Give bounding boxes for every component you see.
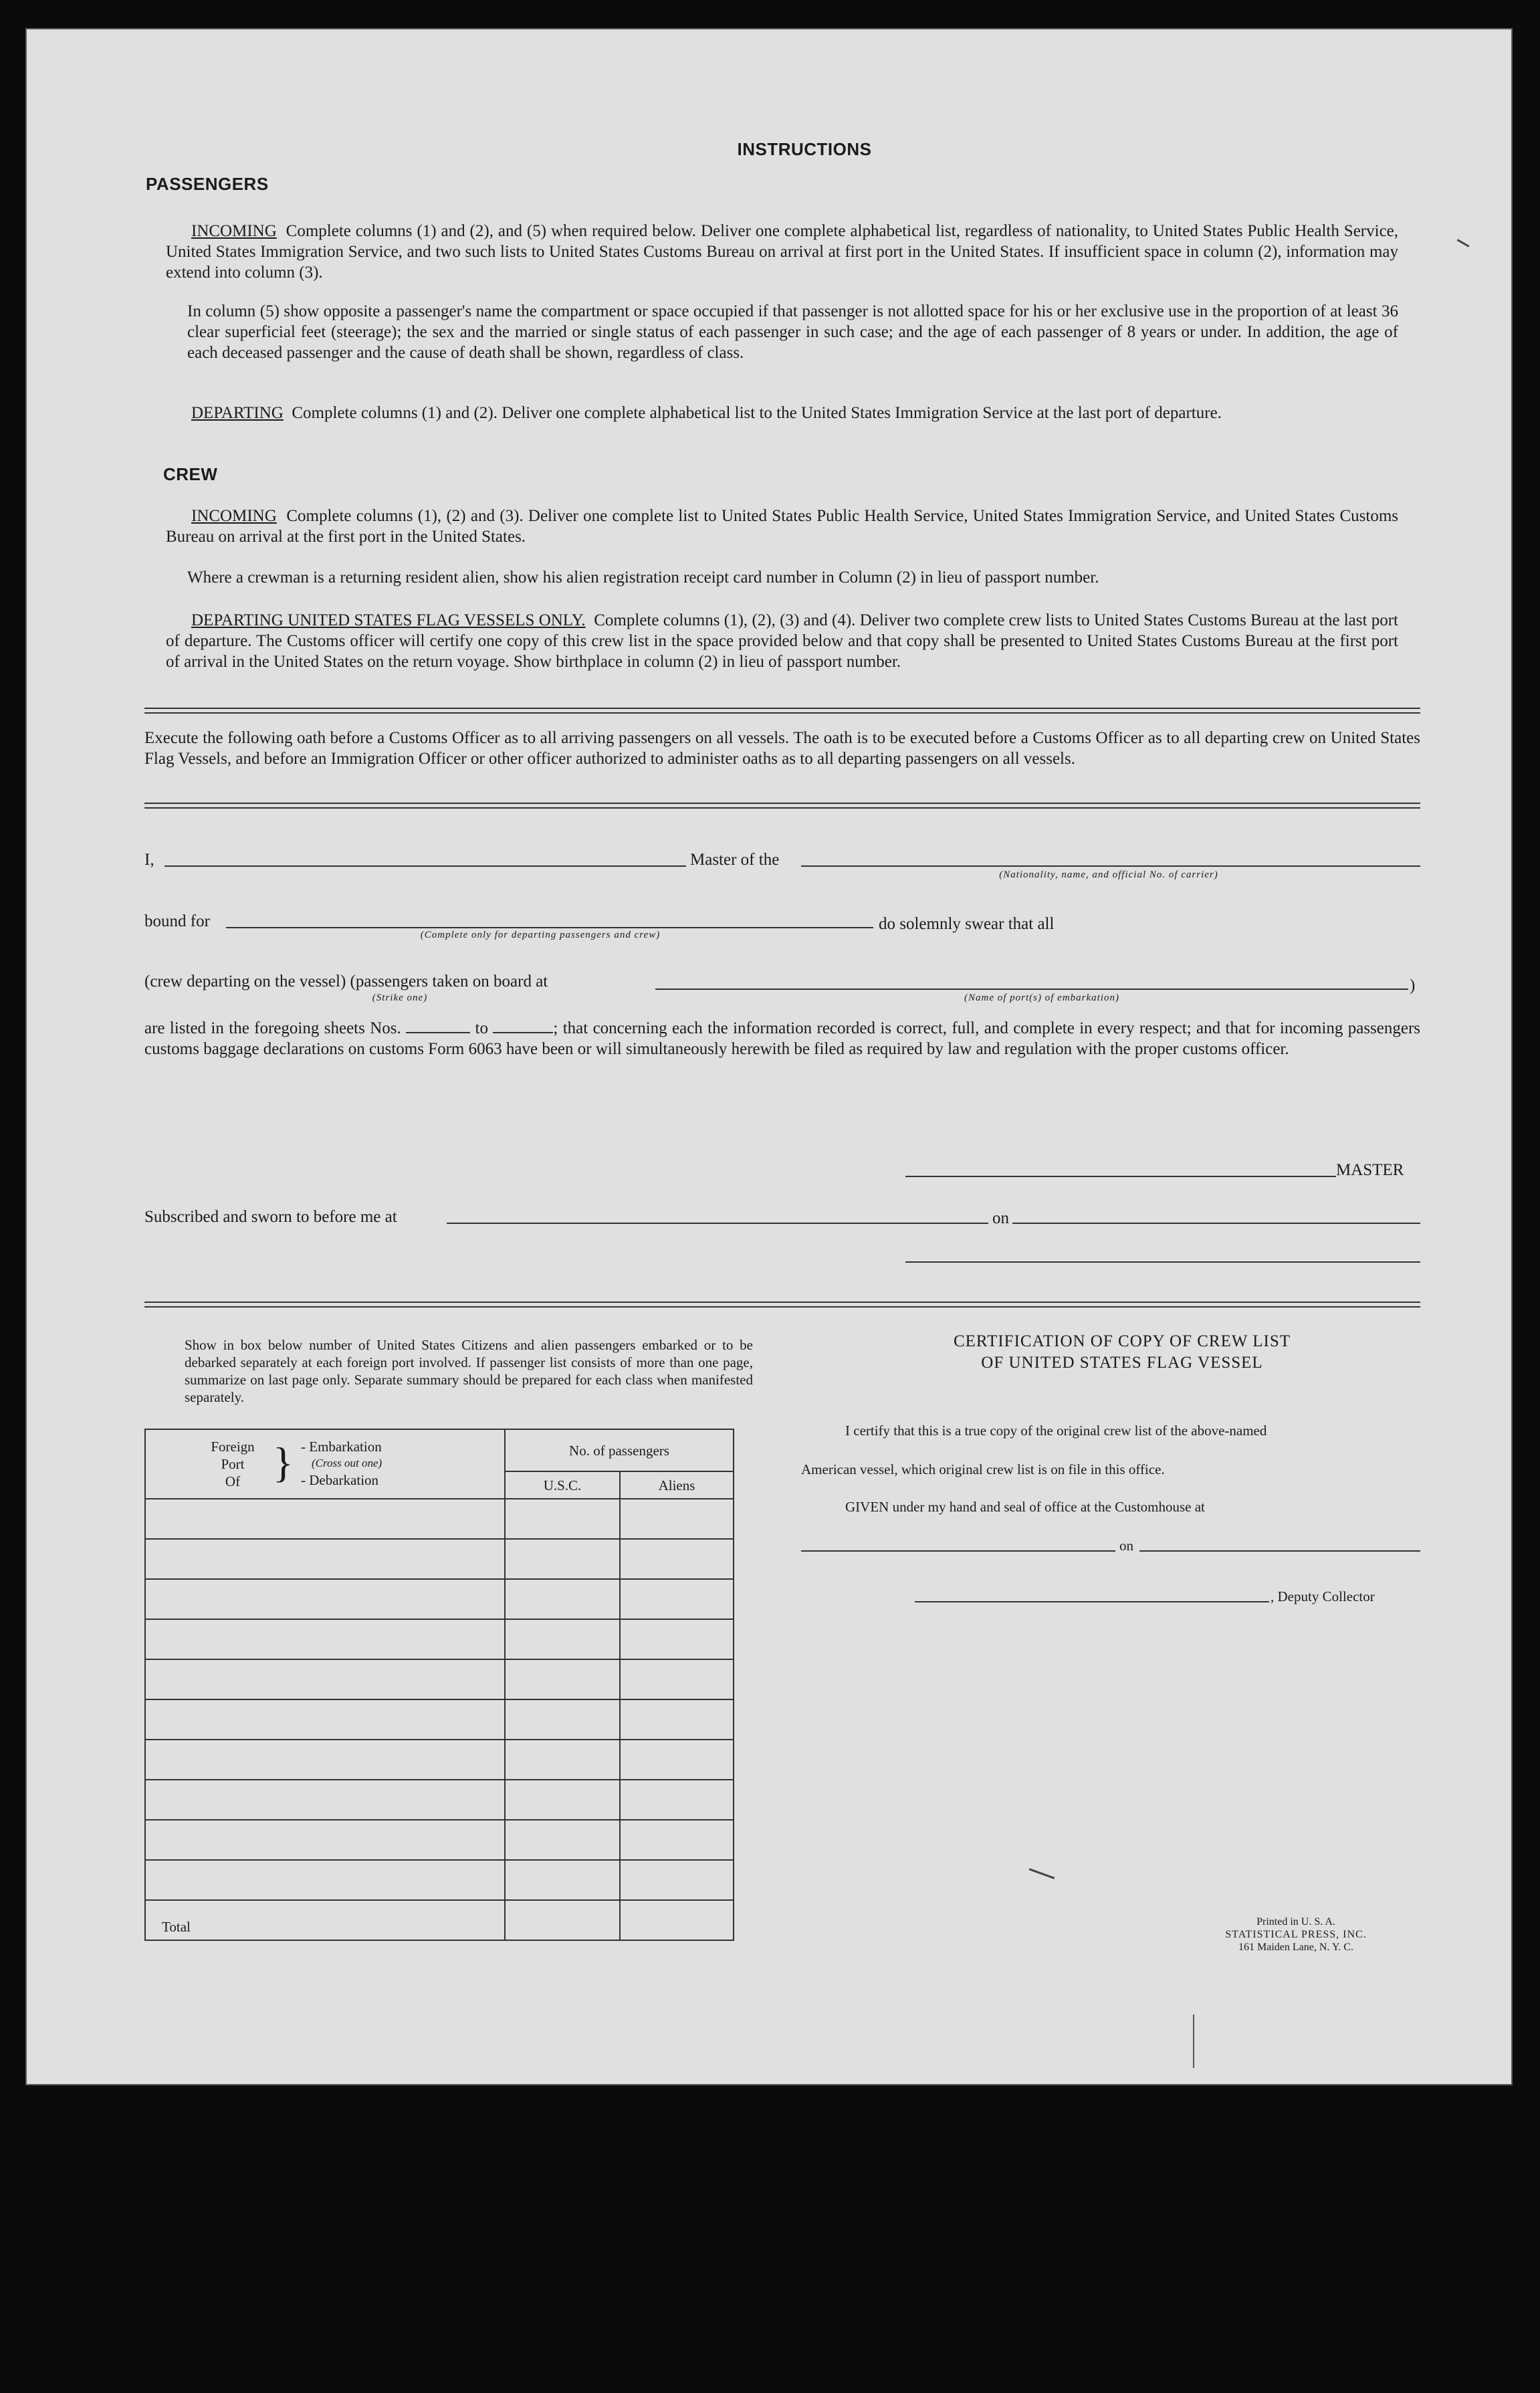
section-divider — [144, 803, 1420, 809]
certification-on-label: on — [1119, 1538, 1133, 1554]
aliens-cell[interactable] — [620, 1820, 734, 1860]
crew-incoming-paragraph — [166, 506, 1398, 547]
oath-instructions: Execute the following oath before a Customs Officer as to all arriving passengers on all vessels. The oath is to be executed before a Customs Officer as to all departing crew on United States Flag Vessels, and before an Immigration Officer or other officer authorized to administer oaths as to all departing passengers on all vessels. — [144, 729, 1420, 768]
aliens-cell[interactable] — [620, 1499, 734, 1539]
printer-line-3: 161 Maiden Lane, N. Y. C. — [1238, 1942, 1353, 1953]
debarkation-label: - Debarkation — [301, 1472, 379, 1488]
section-divider — [144, 1302, 1420, 1308]
usc-cell[interactable] — [505, 1659, 620, 1699]
form-sheet — [25, 28, 1513, 2085]
port-cell[interactable] — [145, 1740, 505, 1780]
certification-title-2: OF UNITED STATES FLAG VESSEL — [981, 1354, 1263, 1372]
passengers-departing-paragraph — [166, 403, 1398, 423]
total-label: Total — [145, 1900, 505, 1940]
aliens-cell[interactable] — [620, 1699, 734, 1740]
aliens-total-cell[interactable] — [620, 1900, 734, 1940]
port-cell[interactable] — [145, 1780, 505, 1820]
printer-imprint — [1162, 1915, 1430, 1954]
usc-header: U.S.C. — [505, 1471, 620, 1499]
officer-signature-field[interactable] — [905, 1261, 1420, 1263]
usc-total-cell[interactable] — [505, 1900, 620, 1940]
usc-cell[interactable] — [505, 1780, 620, 1820]
scan-mark — [1193, 2014, 1194, 2068]
no-passengers-header: No. of passengers — [505, 1429, 734, 1471]
certification-title-1: CERTIFICATION OF COPY OF CREW LIST — [953, 1332, 1291, 1350]
bound-caption: (Complete only for departing passengers and crew) — [420, 930, 661, 940]
crew-departing-line: (crew departing on the vessel) (passengers taken on board at — [144, 972, 548, 991]
usc-cell[interactable] — [505, 1619, 620, 1659]
passengers-departing-label: DEPARTING — [191, 404, 284, 422]
master-name-field[interactable] — [164, 865, 686, 867]
close-paren: ) — [1410, 976, 1416, 995]
passengers-incoming-label: INCOMING — [191, 222, 277, 240]
carrier-caption: (Nationality, name, and official No. of carrier) — [999, 869, 1218, 880]
crew-departing-paragraph — [166, 610, 1398, 672]
sworn-date-field[interactable] — [1012, 1223, 1420, 1224]
customhouse-field[interactable] — [801, 1550, 1115, 1552]
brace-icon: } — [273, 1439, 294, 1486]
usc-cell[interactable] — [505, 1699, 620, 1740]
ports-caption: (Name of port(s) of embarkation) — [964, 993, 1119, 1003]
of-label: Of — [225, 1473, 241, 1489]
usc-cell[interactable] — [505, 1499, 620, 1539]
port-cell[interactable] — [145, 1820, 505, 1860]
port-label: Port — [221, 1456, 245, 1472]
aliens-cell[interactable] — [620, 1579, 734, 1619]
deputy-signature-field[interactable] — [915, 1601, 1269, 1602]
carrier-field[interactable] — [801, 865, 1420, 867]
passengers-incoming-text: Complete columns (1) and (2), and (5) when required below. Deliver one complete alphabetical list, regardless of nationality, to United States Public Health Service, United States Immigration Service, and two such lists to United States Customs Bureau on arrival at first port in the United States. If insufficient space in column (2), information may extend into column (3). — [166, 222, 1399, 282]
subscribed-label: Subscribed and sworn to before me at — [144, 1208, 397, 1226]
port-cell[interactable] — [145, 1619, 505, 1659]
scan-mark — [1029, 1868, 1055, 1879]
foreign-label: Foreign — [211, 1439, 255, 1455]
sheet-from-field[interactable] — [406, 1020, 470, 1033]
foreign-port-of-label — [199, 1438, 266, 1490]
sworn-place-field[interactable] — [447, 1223, 988, 1224]
usc-cell[interactable] — [505, 1579, 620, 1619]
aliens-cell[interactable] — [620, 1659, 734, 1699]
usc-cell[interactable] — [505, 1539, 620, 1579]
aliens-cell[interactable] — [620, 1860, 734, 1900]
passengers-departing-text: Complete columns (1) and (2). Deliver one complete alphabetical list to the United States Immigration Service at the last port of departure. — [292, 404, 1222, 422]
crew-incoming-text: Complete columns (1), (2) and (3). Deliver one complete list to United States Public Health Service, United States Immigration Service, and United States Customs Bureau on arrival at the first port in the United States. — [166, 507, 1399, 546]
crew-departing-text: Complete columns (1), (2), (3) and (4). Deliver two complete crew lists to United States Customs Bureau at the last port of departure. The Customs officer will certify one copy of this crew list in the space provided below and that copy shall be presented to United States Customs Bureau at the first port of arrival in the United States on the return voyage. Show birthplace in column (2) in lieu of passport number. — [166, 611, 1398, 671]
aliens-header: Aliens — [620, 1471, 734, 1499]
usc-cell[interactable] — [505, 1860, 620, 1900]
crew-incoming-label: INCOMING — [191, 507, 277, 525]
passengers-incoming-paragraph — [166, 221, 1398, 283]
port-cell[interactable] — [145, 1539, 505, 1579]
american-text: American vessel, which original crew list is on file in this office. — [801, 1461, 1165, 1477]
aliens-cell[interactable] — [620, 1780, 734, 1820]
crew-heading: CREW — [163, 464, 218, 484]
summary-instructions: Show in box below number of United States Citizens and alien passengers embarked or to be debarked separately at each foreign port involved. If passenger list consists of more than one page, summarize on last page only. Separate summary should be prepared for each class when manifested separately. — [185, 1337, 753, 1405]
printer-line-1: Printed in U. S. A. — [1256, 1916, 1335, 1928]
scan-mark — [1457, 239, 1470, 247]
listed-paragraph — [144, 1018, 1420, 1059]
listed-text-2: ; that concerning each the information recorded is correct, full, and complete in every respect; and that for incoming passengers customs baggage declarations on customs Form 6063 have been or will simultaneously herewith be filed as required by law and regulation with the proper customs officer. — [144, 1019, 1421, 1058]
aliens-cell[interactable] — [620, 1539, 734, 1579]
aliens-cell[interactable] — [620, 1740, 734, 1780]
swear-text: do solemnly swear that all — [879, 915, 1055, 933]
passengers-column5-paragraph: In column (5) show opposite a passenger's name the compartment or space occupied if that passenger is not allotted space for his or her exclusive use in the proportion of at least 36 clear superficial feet (steerage); the sex and the married or single status of each passenger in such case; and the age of each passenger of 8 years or under. In addition, the age of each deceased passenger and the cause of death shall be shown, regardless of class. — [187, 302, 1398, 362]
certification-date-field[interactable] — [1139, 1550, 1420, 1552]
certify-text: I certify that this is a true copy of the original crew list of the above-named — [845, 1423, 1267, 1439]
section-divider — [144, 708, 1420, 714]
usc-cell[interactable] — [505, 1740, 620, 1780]
port-cell[interactable] — [145, 1499, 505, 1539]
instructions-title: INSTRUCTIONS — [737, 139, 872, 159]
port-cell[interactable] — [145, 1699, 505, 1740]
crew-departing-label: DEPARTING UNITED STATES FLAG VESSELS ONLY. — [191, 611, 586, 629]
deputy-collector-label: , Deputy Collector — [1271, 1588, 1375, 1604]
crew-resident-paragraph: Where a crewman is a returning resident alien, show his alien registration receipt card number in Column (2) in lieu of passport number. — [187, 568, 1099, 587]
sworn-on-label: on — [992, 1209, 1009, 1227]
sheet-to-field[interactable] — [493, 1020, 553, 1033]
printer-line-2: STATISTICAL PRESS, INC. — [1225, 1929, 1367, 1940]
port-header-cell — [145, 1429, 505, 1499]
usc-cell[interactable] — [505, 1820, 620, 1860]
listed-text-1: are listed in the foregoing sheets Nos. — [144, 1019, 401, 1037]
port-cell[interactable] — [145, 1579, 505, 1619]
port-cell[interactable] — [145, 1860, 505, 1900]
strike-one-caption: (Strike one) — [372, 993, 428, 1003]
bound-for-field[interactable] — [226, 927, 873, 928]
oath-i-label: I, — [144, 851, 154, 869]
embarkation-ports-field[interactable] — [655, 989, 1408, 990]
master-label: MASTER — [1336, 1161, 1404, 1179]
master-signature-field[interactable] — [905, 1176, 1336, 1177]
master-of-the-label: Master of the — [690, 851, 780, 869]
cross-out-label: (Cross out one) — [312, 1457, 382, 1469]
port-cell[interactable] — [145, 1659, 505, 1699]
listed-to-label: to — [475, 1019, 488, 1037]
aliens-cell[interactable] — [620, 1619, 734, 1659]
embarkation-label: - Embarkation — [301, 1439, 382, 1455]
passengers-heading: PASSENGERS — [146, 174, 269, 194]
bound-for-label: bound for — [144, 912, 210, 930]
passenger-summary-table — [144, 1429, 734, 1941]
given-text: GIVEN under my hand and seal of office at the Customhouse at — [845, 1499, 1205, 1515]
